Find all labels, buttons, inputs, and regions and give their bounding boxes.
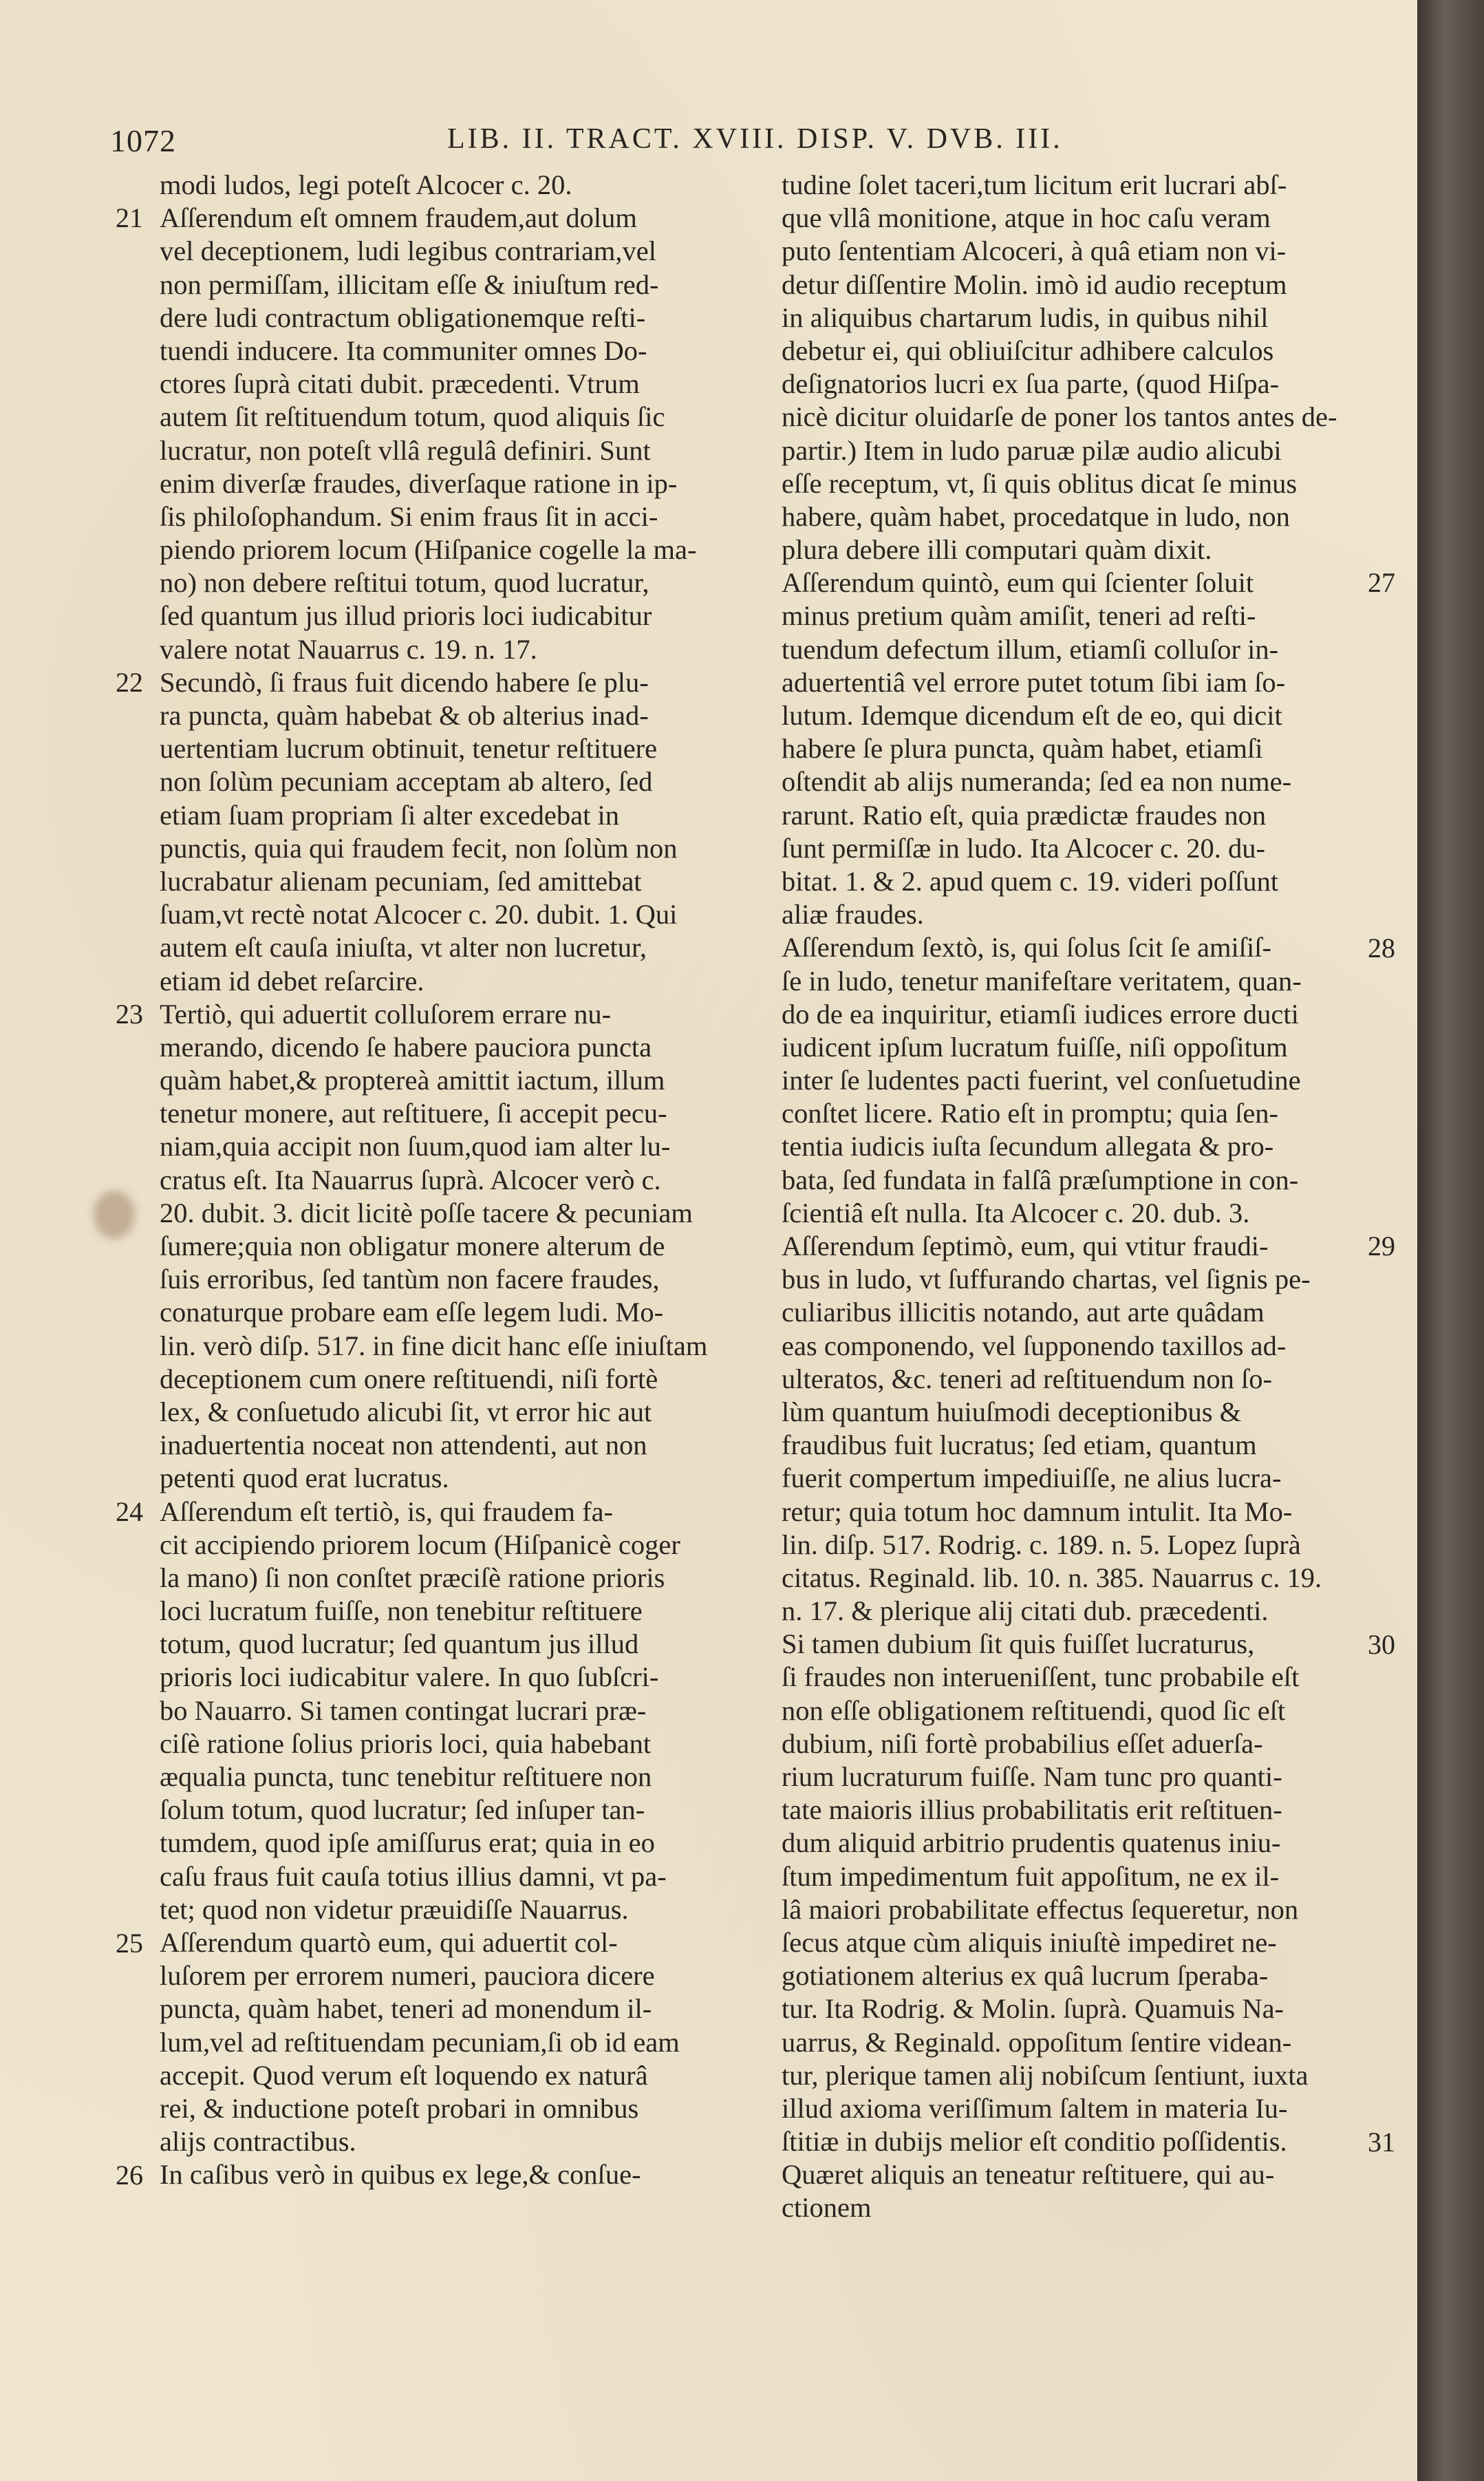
paragraph-number: 22: [116, 667, 143, 698]
paragraph-number: 24: [116, 1496, 143, 1527]
text-line: conaturque probare eam eſſe legem ludi. Mo-: [160, 1297, 664, 1328]
text-line: bitat. 1. & 2. apud quem c. 19. videri poſſunt: [782, 865, 1279, 897]
text-line: lex, & conſuetudo alicubi ſit, vt error hic aut: [160, 1396, 652, 1427]
text-line: ulteratos, &c. teneri ad reſtituendum non ſo-: [782, 1363, 1273, 1394]
text-line: ciſè ratione ſolius prioris loci, quia habebant: [160, 1727, 652, 1759]
text-line: conſtet licere. Ratio eſt in promptu; quia ſen-: [782, 1098, 1279, 1129]
text-line: alijs contractibus.: [160, 2126, 356, 2158]
text-line: detur diſſentire Molin. imò id audio receptum: [782, 268, 1287, 300]
text-line: lucrabatur alienam pecuniam, ſed amittebat: [160, 865, 642, 897]
text-line: Tertiò, qui aduertit colluſorem errare nu-: [160, 998, 612, 1030]
text-line: eas componendo, vel ſupponendo taxillos ad-: [782, 1330, 1287, 1361]
text-line: ctores ſuprà citati dubit. præcedenti. Vtrum: [160, 368, 640, 400]
text-line: lucratur, non poteſt vllâ regulâ definiri. Sunt: [160, 434, 651, 466]
paragraph-number: 28: [1368, 932, 1395, 963]
text-line: ctionem: [782, 2192, 872, 2224]
text-line: merando, dicendo ſe habere pauciora puncta: [160, 1031, 652, 1063]
text-line: enim diverſæ fraudes, diverſaque ratione in ip-: [160, 467, 678, 499]
text-line: niam,quia accipit non ſuum,quod iam alter lu-: [160, 1131, 671, 1162]
text-line: tudine ſolet taceri,tum licitum erit lucrari abſ-: [782, 169, 1287, 200]
text-line: oſtendit ab alijs numeranda; ſed ea non nume-: [782, 766, 1292, 798]
text-line: debetur ei, qui obliuiſcitur adhibere calculos: [782, 334, 1274, 366]
text-line: non eſſe obligationem reſtituendi, quod ſic eſt: [782, 1694, 1286, 1726]
text-line: accepit. Quod verum eſt loquendo ex naturâ: [160, 2059, 648, 2091]
text-line: tentia iudicis iuſta ſecundum allegata & pro-: [782, 1131, 1274, 1162]
text-line: valere notat Nauarrus c. 19. n. 17.: [160, 633, 537, 665]
text-line: gotiationem alterius ex quâ lucrum ſperaba-: [782, 1960, 1269, 1992]
text-line: lum,vel ad reſtituendam pecuniam,ſi ob id eam: [160, 2026, 680, 2058]
text-line: Aſſerendum eſt tertiò, is, qui fraudem fa-: [160, 1495, 614, 1527]
text-line: Si tamen dubium ſit quis fuiſſet lucraturus,: [782, 1628, 1255, 1660]
text-line: æqualia puncta, tunc tenebitur reſtituere non: [160, 1761, 652, 1792]
text-line: do de ea inquiritur, etiamſi iudices errore ducti: [782, 998, 1299, 1030]
text-line: Aſſerendum ſextò, is, qui ſolus ſcit ſe amiſiſ-: [782, 932, 1272, 963]
text-line: ſumere;quia non obligatur monere alterum de: [160, 1231, 665, 1261]
text-line: etiam id debet reſarcire.: [160, 965, 424, 997]
text-line: tur. Ita Rodrig. & Molin. ſuprà. Quamuis Na-: [782, 1993, 1284, 2025]
page-number: 1072: [110, 123, 176, 158]
text-line: autem eſt cauſa iniuſta, vt alter non lucretur,: [160, 932, 647, 963]
right-text-column: [782, 169, 1366, 2225]
text-line: lutum. Idemque dicendum eſt de eo, qui dicit: [782, 700, 1282, 731]
text-line: ſi fraudes non interueniſſent, tunc probabile eſt: [782, 1661, 1300, 1693]
text-line: luſorem per errorem numeri, pauciora dicere: [160, 1960, 655, 1992]
text-line: punctis, quia qui fraudem fecit, non ſolùm non: [160, 832, 678, 864]
text-line: Quæret aliquis an teneatur reſtituere, qui au-: [782, 2159, 1275, 2191]
paper-stain: [94, 1191, 135, 1239]
text-line: tumdem, quod ipſe amiſſurus erat; quia in eo: [160, 1827, 655, 1859]
text-line: autem ſit reſtituendum totum, quod aliquis ſic: [160, 401, 665, 433]
text-line: aduertentiâ vel errore putet totum ſibi iam ſo-: [782, 666, 1286, 698]
paragraph-number: 31: [1368, 2126, 1395, 2158]
text-line: Aſſerendum ſeptimò, eum, qui vtitur fraudi-: [782, 1231, 1269, 1261]
paragraph-number: 30: [1368, 1628, 1395, 1660]
paragraph-number: 27: [1368, 567, 1395, 599]
text-line: no) non debere reſtitui totum, quod lucratur,: [160, 567, 649, 599]
text-line: puto ſententiam Alcoceri, à quâ etiam non vi-: [782, 235, 1287, 267]
text-line: tenetur monere, aut reſtituere, ſi accepit pecu-: [160, 1098, 667, 1129]
text-line: totum, quod lucratur; ſed quantum jus illud: [160, 1628, 639, 1660]
text-line: non ſolùm pecuniam acceptam ab altero, ſed: [160, 766, 653, 798]
text-line: illud axioma veriſſimum ſaltem in materia Iu-: [782, 2092, 1288, 2124]
text-line: iudicent ipſum lucratum fuiſſe, niſi oppoſitum: [782, 1031, 1288, 1063]
text-line: bus in ludo, vt ſuffurando chartas, vel ſignis pe-: [782, 1264, 1311, 1295]
paragraph-number: 23: [116, 999, 143, 1030]
page-header: [110, 123, 1397, 164]
text-line: loci lucratum fuiſſe, non tenebitur reſtituere: [160, 1595, 643, 1627]
page-edge-shadow: [1417, 0, 1484, 2481]
text-line: ſtitiæ in dubijs melior eſt conditio poſſidentis.: [782, 2126, 1287, 2158]
text-line: habere, quàm habet, procedatque in ludo, non: [782, 500, 1290, 532]
text-line: Secundò, ſi fraus fuit dicendo habere ſe plu-: [160, 666, 649, 698]
paragraph-number: 25: [116, 1927, 143, 1959]
text-line: lin. verò diſp. 517. in fine dicit hanc eſſe iniuſtam: [160, 1330, 708, 1361]
text-line: non permiſſam, illicitam eſſe & iniuſtum red-: [160, 268, 659, 300]
text-line: minus pretium quàm amiſit, teneri ad reſti-: [782, 600, 1256, 632]
text-line: tuendi inducere. Ita communiter omnes Do-: [160, 334, 647, 366]
text-line: inaduertentia noceat non attendenti, aut non: [160, 1429, 647, 1461]
text-line: inter ſe ludentes pacti fuerint, vel conſuetudine: [782, 1065, 1301, 1096]
text-line: plura debere illi computari quàm dixit.: [782, 534, 1212, 566]
text-line: caſu fraus fuit cauſa totius illius damni, vt pa-: [160, 1860, 667, 1892]
text-line: In caſibus verò in quibus ex lege,& conſue-: [160, 2159, 641, 2191]
text-line: piendo priorem locum (Hiſpanice cogelle la ma-: [160, 534, 697, 566]
text-line: etiam ſuam propriam ſi alter excedebat in: [160, 799, 619, 831]
text-line: fuerit compertum impediuiſſe, ne alius lucra-: [782, 1462, 1282, 1494]
text-line: uarrus, & Reginald. oppoſitum ſentire videan-: [782, 2026, 1292, 2058]
paragraph-number: 29: [1368, 1231, 1395, 1262]
text-line: n. 17. & plerique alij citati dub. præcedenti.: [782, 1595, 1269, 1627]
text-line: dere ludi contractum obligationemque reſti-: [160, 301, 646, 333]
text-line: Aſſerendum quintò, eum qui ſcienter ſoluit: [782, 567, 1254, 599]
text-line: prioris loci iudicabitur valere. In quo ſubſcri-: [160, 1661, 659, 1693]
text-line: modi ludos, legi poteſt Alcocer c. 20.: [160, 169, 572, 200]
text-line: retur; quia totum hoc damnum intulit. Ita Mo-: [782, 1495, 1293, 1527]
text-line: Aſſerendum quartò eum, qui aduertit col-: [160, 1926, 618, 1958]
text-line: la mano) ſi non conſtet præciſè ratione prioris: [160, 1562, 665, 1593]
text-line: dubium, niſi fortè probabilius eſſet aduerſa-: [782, 1727, 1263, 1759]
text-line: lâ maiori probabilitate effectus ſequeretur, non: [782, 1893, 1299, 1925]
text-line: deceptionem cum onere reſtituendi, niſi fortè: [160, 1363, 658, 1394]
text-line: ſunt permiſſæ in ludo. Ita Alcocer c. 20. du-: [782, 832, 1265, 864]
text-line: aliæ fraudes.: [782, 899, 924, 930]
text-line: rarunt. Ratio eſt, quia prædictæ fraudes non: [782, 799, 1267, 831]
left-text-column: [160, 169, 744, 2191]
text-line: partir.) Item in ludo paruæ pilæ audio alicubi: [782, 434, 1282, 466]
text-line: ſuis erroribus, ſed tantùm non facere fraudes,: [160, 1264, 660, 1295]
text-line: cratus eſt. Ita Nauarrus ſuprà. Alcocer verò c.: [160, 1164, 661, 1195]
text-line: tet; quod non videtur præuidiſſe Nauarrus.: [160, 1893, 629, 1925]
text-line: ſed quantum jus illud prioris loci iudicabitur: [160, 600, 652, 632]
running-head: LIB. II. TRACT. XVIII. DISP. V. DVB. III.: [447, 123, 1063, 155]
text-line: petenti quod erat lucratus.: [160, 1462, 449, 1494]
text-line: 20. dubit. 3. dicit licitè poſſe tacere & pecuniam: [160, 1197, 693, 1228]
text-line: rium lucraturum fuiſſe. Nam tunc pro quanti-: [782, 1761, 1282, 1792]
text-line: ra puncta, quàm habebat & ob alterius inad-: [160, 700, 649, 731]
text-line: habere ſe plura puncta, quàm habet, etiamſi: [782, 733, 1263, 765]
text-line: bo Nauarro. Si tamen contingat lucrari præ-: [160, 1694, 647, 1726]
paragraph-number: 21: [116, 202, 143, 234]
text-line: quàm habet,& proptereà amittit iactum, illum: [160, 1065, 665, 1096]
text-line: tuendum defectum illum, etiamſi colluſor in-: [782, 633, 1279, 665]
text-line: rei, & inductione poteſt probari in omnibus: [160, 2092, 639, 2124]
text-line: vel deceptionem, ludi legibus contrariam,vel: [160, 235, 657, 267]
text-line: deſignatorios lucri ex ſua parte, (quod Hiſpa-: [782, 368, 1280, 400]
text-line: uertentiam lucrum obtinuit, tenetur reſtituere: [160, 733, 658, 765]
text-line: in aliquibus chartarum ludis, in quibus nihil: [782, 301, 1269, 333]
text-line: ſtum impedimentum fuit appoſitum, ne ex il-: [782, 1860, 1280, 1892]
text-line: tate maioris illius probabilitatis erit reſtituen-: [782, 1794, 1282, 1826]
text-line: ſis philoſophandum. Si enim fraus ſit in acci-: [160, 500, 658, 532]
text-line: citatus. Reginald. lib. 10. n. 385. Nauarrus c. 19.: [782, 1562, 1322, 1593]
text-line: culiaribus illicitis notando, aut arte quâdam: [782, 1297, 1265, 1328]
text-line: cit accipiendo priorem locum (Hiſpanicè coger: [160, 1529, 680, 1560]
text-line: lin. diſp. 517. Rodrig. c. 189. n. 5. Lopez ſuprà: [782, 1529, 1301, 1560]
text-line: puncta, quàm habet, teneri ad monendum il-: [160, 1993, 652, 2025]
text-line: fraudibus fuit lucratus; ſed etiam, quantum: [782, 1429, 1257, 1461]
text-line: nicè dicitur oluidarſe de poner los tantos antes de-: [782, 401, 1337, 433]
text-line: ſecus atque cùm aliquis iniuſtè impediret ne-: [782, 1926, 1277, 1958]
text-line: ſe in ludo, tenetur manifeſtare veritatem, quan-: [782, 965, 1302, 997]
paragraph-number: 26: [116, 2160, 143, 2191]
text-line: ſcientiâ eſt nulla. Ita Alcocer c. 20. dub. 3.: [782, 1197, 1250, 1228]
text-line: tur, plerique tamen alij nobiſcum ſentiunt, iuxta: [782, 2059, 1309, 2091]
text-line: dum aliquid arbitrio prudentis quatenus iniu-: [782, 1827, 1281, 1859]
text-line: ſuam,vt rectè notat Alcocer c. 20. dubit. 1. Qui: [160, 899, 678, 930]
text-line: bata, ſed fundata in falſâ præſumptione in con-: [782, 1164, 1299, 1195]
text-line: que vllâ monitione, atque in hoc caſu veram: [782, 202, 1271, 234]
text-line: ſolum totum, quod lucratur; ſed inſuper tan-: [160, 1794, 645, 1826]
text-line: eſſe receptum, vt, ſi quis oblitus dicat ſe minus: [782, 467, 1298, 499]
text-line: Aſſerendum eſt omnem fraudem,aut dolum: [160, 202, 637, 234]
text-line: lùm quantum huiuſmodi deceptionibus &: [782, 1396, 1242, 1427]
